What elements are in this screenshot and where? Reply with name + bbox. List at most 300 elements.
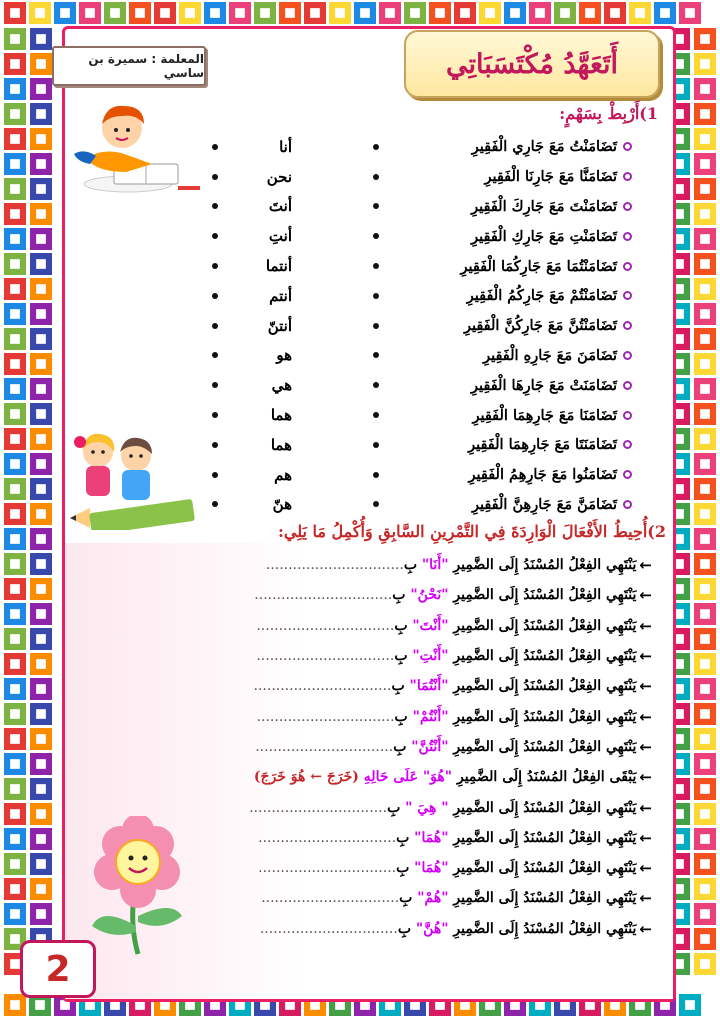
pronoun-row — [212, 192, 292, 222]
match-dot[interactable] — [212, 293, 218, 299]
match-dot[interactable] — [373, 442, 379, 448]
answer-blank[interactable]: ............................... — [255, 738, 394, 755]
border-tile-inner — [36, 509, 46, 519]
answer-blank[interactable]: ............................... — [261, 890, 400, 907]
border-tile-inner — [10, 609, 20, 619]
completion-text — [260, 921, 637, 937]
answer-blank[interactable]: ............................... — [258, 829, 397, 846]
border-tile-inner — [700, 734, 710, 744]
border-tile-inner — [685, 1000, 695, 1010]
sentence-row — [384, 430, 632, 460]
pronoun-row — [212, 370, 292, 400]
arrow-left-icon: ← — [639, 919, 652, 938]
arrow-left-icon: ← — [639, 556, 652, 575]
border-tile-inner — [10, 884, 20, 894]
border-tile-inner — [610, 8, 620, 18]
completion-line — [120, 853, 652, 883]
pronoun-label: هما — [270, 406, 292, 425]
bullet-circle-icon — [623, 470, 632, 479]
border-tile-inner — [700, 59, 710, 69]
match-dot[interactable] — [212, 501, 218, 507]
border-tile-inner — [10, 1000, 20, 1010]
sentence-text: تَضَامَنَ مَعَ جَارِهِ الْفَقِيرِ — [483, 346, 617, 364]
match-dot[interactable] — [373, 501, 379, 507]
match-dot[interactable] — [373, 412, 379, 418]
pronoun-row — [212, 430, 292, 460]
border-tile-inner — [10, 159, 20, 169]
border-tile-inner — [700, 134, 710, 144]
pronoun-quote: "أَنْتُنَّ" — [411, 738, 449, 755]
border-tile-inner — [700, 509, 710, 519]
completion-text — [255, 739, 636, 755]
border-tile-inner — [10, 509, 20, 519]
pronoun-row — [212, 162, 292, 192]
answer-blank[interactable]: ............................... — [265, 557, 404, 574]
line-suffix: بِ — [394, 617, 413, 634]
line-suffix: بِ — [392, 587, 411, 604]
sentence-text: تَضَامَنَّ مَعَ جَارِهِنَّ الْفَقِيرِ — [471, 495, 617, 513]
pronoun-label: أنتنّ — [267, 316, 292, 335]
pronoun-quote: "نَحْنُ" — [410, 587, 449, 604]
sentence-row — [384, 370, 632, 400]
completion-text — [266, 557, 637, 573]
pronoun-quote: "هُمْ" — [417, 890, 449, 907]
border-tile-inner — [36, 684, 46, 694]
border-tile-inner — [36, 784, 46, 794]
border-tile-inner — [10, 459, 20, 469]
answer-blank[interactable]: ............................... — [258, 860, 397, 877]
line-suffix: بِ — [403, 557, 422, 574]
pronoun-quote: "أَنْتُمَا" — [409, 678, 449, 695]
arrow-left-icon: ← — [639, 889, 652, 908]
border-tile-inner — [700, 584, 710, 594]
border-tile-inner — [410, 8, 420, 18]
sentence-text: تَضَامَنَا مَعَ جَارِهِمَا الْفَقِيرِ — [472, 406, 617, 424]
pronoun-quote: "هُوَ" عَلَى حَالِهِ — [358, 769, 453, 786]
match-dot[interactable] — [373, 263, 379, 269]
arrow-left-icon: ← — [639, 677, 652, 696]
completion-line — [120, 641, 652, 671]
border-tile-inner — [36, 284, 46, 294]
border-tile-inner — [10, 934, 20, 944]
border-tile-inner — [700, 609, 710, 619]
border-tile-inner — [10, 534, 20, 544]
dot-row — [366, 311, 386, 341]
border-tile-inner — [700, 884, 710, 894]
completion-line — [120, 823, 652, 853]
bullet-circle-icon — [623, 202, 632, 211]
bullet-circle-icon — [623, 321, 632, 330]
border-tile-inner — [36, 159, 46, 169]
border-tile-inner — [700, 184, 710, 194]
border-tile-inner — [585, 8, 595, 18]
pronoun-label: نحن — [266, 167, 292, 186]
dot-row — [366, 281, 386, 311]
sentence-text: تَضَامَنَتْ مَعَ جَارِهَا الْفَقِيرِ — [471, 376, 617, 394]
exercise2-heading: 2)أُحِيطُ الأَفْعَالَ الْوَارِدَةَ فِي التَّمْرِينِ السَّابِقِ وَأُكْمِلُ مَا يَلِي: — [277, 522, 666, 541]
match-dot[interactable] — [373, 203, 379, 209]
border-tile-inner — [10, 484, 20, 494]
border-tile-inner — [36, 209, 46, 219]
border-tile-inner — [36, 459, 46, 469]
arrow-left-icon: ← — [639, 707, 652, 726]
pronoun-quote: " هِيَ " — [405, 799, 449, 816]
border-tile-inner — [10, 709, 20, 719]
border-tile-inner — [10, 384, 20, 394]
border-tile-inner — [10, 234, 20, 244]
match-dot[interactable] — [373, 174, 379, 180]
line-prefix: يَنْتَهِي الفِعْلُ المُسْنَدُ إِلَى الضَّمِيرِ — [448, 587, 637, 604]
match-dot[interactable] — [212, 323, 218, 329]
match-dot[interactable] — [373, 472, 379, 478]
border-tile-inner — [700, 634, 710, 644]
line-suffix: بِ — [396, 829, 415, 846]
border-tile-inner — [10, 734, 20, 744]
match-dot[interactable] — [373, 233, 379, 239]
border-tile-inner — [700, 34, 710, 44]
pronoun-row — [212, 341, 292, 371]
pronoun-label: هما — [270, 435, 292, 454]
completion-text — [258, 830, 636, 846]
bullet-circle-icon — [623, 351, 632, 360]
boy-reading-illustration — [66, 98, 206, 198]
line-suffix: بِ — [387, 799, 406, 816]
border-tile-inner — [36, 34, 46, 44]
border-tile-inner — [10, 859, 20, 869]
border-tile-inner — [535, 8, 545, 18]
sentence-text: تَضَامَنْتَ مَعَ جَارِكَ الْفَقِيرِ — [471, 197, 617, 215]
pronoun-quote: "هُمَا" — [414, 860, 449, 877]
border-tile-inner — [36, 909, 46, 919]
border-tile-inner — [435, 8, 445, 18]
line-prefix: يَنْتَهِي الفِعْلُ المُسْنَدُ إِلَى الضَّمِيرِ — [448, 890, 637, 907]
border-tile-inner — [700, 309, 710, 319]
sentence-row — [384, 251, 632, 281]
answer-blank[interactable]: ............................... — [256, 708, 395, 725]
arrow-left-icon: ← — [639, 798, 652, 817]
border-tile-inner — [36, 359, 46, 369]
pronoun-label: أنتِ — [268, 227, 292, 246]
sentence-row — [384, 460, 632, 490]
border-tile-inner — [700, 484, 710, 494]
answer-blank[interactable]: ............................... — [254, 587, 393, 604]
border-tile-inner — [10, 559, 20, 569]
border-tile-inner — [36, 484, 46, 494]
border-tile-inner — [36, 734, 46, 744]
arrow-left-icon: ← — [639, 737, 652, 756]
completion-text — [254, 587, 636, 603]
sentence-row — [384, 311, 632, 341]
border-tile-inner — [700, 384, 710, 394]
pronoun-quote: "أَنْتُمْ" — [412, 708, 449, 725]
border-tile-inner — [36, 409, 46, 419]
border-tile-inner — [685, 8, 695, 18]
dot-row — [366, 430, 386, 460]
border-tile-inner — [700, 259, 710, 269]
border-tile-inner — [10, 659, 20, 669]
teacher-name: المعلمة : سميرة بن ساسي — [88, 52, 204, 80]
answer-blank[interactable]: ............................... — [256, 648, 395, 665]
pronoun-row — [212, 132, 292, 162]
border-tile-inner — [36, 534, 46, 544]
border-tile-inner — [700, 159, 710, 169]
border-tile-inner — [36, 884, 46, 894]
border-tile-inner — [460, 8, 470, 18]
border-tile-inner — [10, 809, 20, 819]
border-tile-inner — [700, 834, 710, 844]
border-tile-inner — [360, 8, 370, 18]
match-dot[interactable] — [212, 144, 218, 150]
border-tile-inner — [700, 359, 710, 369]
border-tile-inner — [10, 959, 20, 969]
pronoun-label: أنتَ — [268, 197, 292, 216]
pronoun-quote: "أَنَا" — [421, 557, 449, 574]
completion-line — [120, 611, 652, 641]
line-prefix: يَنْتَهِي الفِعْلُ المُسْنَدُ إِلَى الضَّمِيرِ — [448, 920, 637, 937]
pronoun-row — [212, 490, 292, 520]
completion-lines — [120, 550, 652, 944]
border-tile-inner — [10, 309, 20, 319]
border-tile-inner — [10, 334, 20, 344]
border-tile-inner — [700, 559, 710, 569]
border-tile-inner — [510, 8, 520, 18]
match-dot[interactable] — [212, 472, 218, 478]
border-tile-inner — [185, 8, 195, 18]
border-tile-inner — [35, 1000, 45, 1010]
bullet-circle-icon — [623, 232, 632, 241]
border-tile-inner — [10, 784, 20, 794]
dot-row — [366, 341, 386, 371]
border-tile-inner — [700, 784, 710, 794]
border-tile-inner — [36, 134, 46, 144]
line-suffix: بِ — [399, 890, 418, 907]
completion-text — [256, 618, 636, 634]
title-box — [404, 30, 660, 98]
pronoun-label: هو — [276, 346, 292, 365]
match-dot[interactable] — [212, 203, 218, 209]
match-dot[interactable] — [212, 263, 218, 269]
border-tile-inner — [36, 384, 46, 394]
border-tile-inner — [700, 934, 710, 944]
border-tile-inner — [10, 59, 20, 69]
sentence-text: تَضَامَنْتِ مَعَ جَارِكِ الْفَقِيرِ — [471, 227, 617, 245]
sentence-row — [384, 221, 632, 251]
pronoun-row — [212, 400, 292, 430]
match-dot[interactable] — [212, 352, 218, 358]
bullet-circle-icon — [623, 440, 632, 449]
sentence-text: تَضَامَنْتُمَا مَعَ جَارِكُمَا الْفَقِيرِ — [460, 257, 617, 275]
completion-text — [261, 890, 636, 906]
dot-row — [366, 251, 386, 281]
line-prefix: يَنْتَهِي الفِعْلُ المُسْنَدُ إِلَى الضَّمِيرِ — [448, 678, 637, 695]
sentence-row — [384, 192, 632, 222]
match-dot[interactable] — [212, 233, 218, 239]
match-dot[interactable] — [212, 412, 218, 418]
sentence-text: تَضَامَنْتُ مَعَ جَارِي الْفَقِيرِ — [471, 138, 617, 156]
page-number: 2 — [20, 940, 96, 998]
border-tile-inner — [36, 84, 46, 94]
border-tile-inner — [700, 409, 710, 419]
border-tile-inner — [700, 534, 710, 544]
border-tile-inner — [700, 809, 710, 819]
dot-row — [366, 370, 386, 400]
pronoun-row — [212, 281, 292, 311]
border-tile-inner — [10, 259, 20, 269]
border-tile-inner — [36, 184, 46, 194]
completion-text — [256, 648, 636, 664]
pronoun-row — [212, 311, 292, 341]
border-tile-inner — [700, 434, 710, 444]
bullet-circle-icon — [623, 381, 632, 390]
pronoun-label: هي — [271, 376, 292, 395]
arrow-left-icon: ← — [639, 859, 652, 878]
bullet-circle-icon — [623, 172, 632, 181]
match-dot[interactable] — [373, 144, 379, 150]
sentence-row — [384, 281, 632, 311]
arrow-left-icon: ← — [639, 828, 652, 847]
border-tile-inner — [85, 8, 95, 18]
border-tile-inner — [560, 8, 570, 18]
bullet-circle-icon — [623, 142, 632, 151]
border-tile-inner — [700, 209, 710, 219]
line-prefix: يَنْتَهِي الفِعْلُ المُسْنَدُ إِلَى الضَّمِيرِ — [448, 829, 637, 846]
border-tile-inner — [485, 8, 495, 18]
pronoun-label: أنتما — [265, 257, 292, 276]
completion-line — [120, 792, 652, 822]
match-dot[interactable] — [373, 323, 379, 329]
border-tile-inner — [10, 834, 20, 844]
border-tile-inner — [10, 634, 20, 644]
sentence-text: تَضَامَنُوا مَعَ جَارِهِمُ الْفَقِيرِ — [468, 466, 617, 484]
flower-illustration — [82, 816, 192, 956]
line-suffix: بِ — [397, 920, 416, 937]
match-dots-column — [366, 132, 386, 519]
exercise1-heading: 1)أَرْبِطْ بِسَهْمٍ: — [559, 104, 658, 123]
completion-line — [120, 701, 652, 731]
border-tile-inner — [36, 634, 46, 644]
line-prefix: يَنْتَهِي الفِعْلُ المُسْنَدُ إِلَى الضَّمِيرِ — [448, 799, 637, 816]
border-tile-inner — [10, 184, 20, 194]
border-tile-inner — [285, 8, 295, 18]
pronoun-quote: "هُمَا" — [414, 829, 449, 846]
pronoun-row — [212, 460, 292, 490]
border-tile-inner — [10, 434, 20, 444]
answer-blank[interactable]: ............................... — [249, 799, 388, 816]
completion-text — [258, 860, 636, 876]
completion-line — [120, 762, 652, 792]
border-tile-inner — [700, 234, 710, 244]
border-tile-inner — [700, 709, 710, 719]
dot-row — [366, 221, 386, 251]
completion-line — [120, 580, 652, 610]
completion-line — [120, 550, 652, 580]
border-tile-inner — [10, 84, 20, 94]
border-tile-inner — [36, 109, 46, 119]
border-tile-inner — [700, 109, 710, 119]
border-tile-inner — [10, 209, 20, 219]
match-dot[interactable] — [373, 293, 379, 299]
border-tile-inner — [10, 584, 20, 594]
dot-row — [366, 400, 386, 430]
pronoun-column — [212, 132, 292, 519]
border-tile-inner — [700, 659, 710, 669]
line-suffix: بِ — [393, 738, 412, 755]
border-tile-inner — [160, 8, 170, 18]
border-tile-inner — [36, 709, 46, 719]
sentence-column — [384, 132, 632, 519]
answer-blank[interactable]: ............................... — [253, 678, 392, 695]
line-prefix: يَنْتَهِي الفِعْلُ المُسْنَدُ إِلَى الضَّمِيرِ — [448, 738, 637, 755]
pronoun-quote: "أَنْتَ" — [412, 617, 449, 634]
border-tile-inner — [10, 284, 20, 294]
border-tile-inner — [36, 659, 46, 669]
answer-blank[interactable]: ............................... — [256, 617, 395, 634]
border-tile-inner — [36, 759, 46, 769]
teacher-name-box — [52, 46, 206, 86]
match-dot[interactable] — [373, 382, 379, 388]
border-tile-inner — [260, 8, 270, 18]
border-tile-inner — [36, 859, 46, 869]
dot-row — [366, 460, 386, 490]
border-tile-inner — [36, 809, 46, 819]
border-tile-inner — [10, 134, 20, 144]
border-tile-inner — [36, 434, 46, 444]
sentence-row — [384, 162, 632, 192]
border-tile-inner — [10, 359, 20, 369]
line-suffix: بِ — [394, 708, 413, 725]
line-prefix: يَنْتَهِي الفِعْلُ المُسْنَدُ إِلَى الضَّمِيرِ — [448, 648, 637, 665]
border-tile-inner — [10, 909, 20, 919]
pronoun-quote: "هُنَّ" — [415, 920, 449, 937]
border-tile-inner — [36, 259, 46, 269]
border-tile-inner — [10, 409, 20, 419]
line-prefix: يَنْتَهِي الفِعْلُ المُسْنَدُ إِلَى الضَّمِيرِ — [448, 557, 637, 574]
border-tile-inner — [36, 834, 46, 844]
answer-blank[interactable]: ............................... — [259, 920, 398, 937]
sentence-row — [384, 490, 632, 520]
line-prefix: يَنْتَهِي الفِعْلُ المُسْنَدُ إِلَى الضَّمِيرِ — [448, 860, 637, 877]
border-tile-inner — [700, 909, 710, 919]
example-text: (خَرَجَ ← هُوَ خَرَجَ) — [253, 769, 359, 786]
border-tile-inner — [700, 959, 710, 969]
border-tile-inner — [135, 8, 145, 18]
border-tile-inner — [10, 684, 20, 694]
bullet-circle-icon — [623, 291, 632, 300]
border-tile-inner — [36, 559, 46, 569]
arrow-left-icon: ← — [639, 586, 652, 605]
border-tile-inner — [10, 109, 20, 119]
line-prefix: يَبْقَى الفِعْلُ المُسْنَدُ إِلَى الضَّمِيرِ — [452, 769, 637, 786]
border-tile-inner — [700, 684, 710, 694]
completion-text — [254, 678, 637, 694]
border-tile-inner — [700, 859, 710, 869]
pronoun-label: أنتم — [269, 286, 292, 305]
line-suffix: بِ — [396, 860, 415, 877]
line-suffix: بِ — [391, 678, 410, 695]
dot-row — [366, 162, 386, 192]
match-dot[interactable] — [212, 174, 218, 180]
border-tile-inner — [335, 8, 345, 18]
border-tile-inner — [36, 609, 46, 619]
sentence-row — [384, 132, 632, 162]
match-dot[interactable] — [373, 352, 379, 358]
match-dot[interactable] — [212, 442, 218, 448]
sentence-text: تَضَامَنْتُمْ مَعَ جَارِكُمُ الْفَقِيرِ — [466, 287, 617, 305]
match-dot[interactable] — [212, 382, 218, 388]
pronoun-row — [212, 251, 292, 281]
bullet-circle-icon — [623, 500, 632, 509]
border-tile-inner — [36, 234, 46, 244]
